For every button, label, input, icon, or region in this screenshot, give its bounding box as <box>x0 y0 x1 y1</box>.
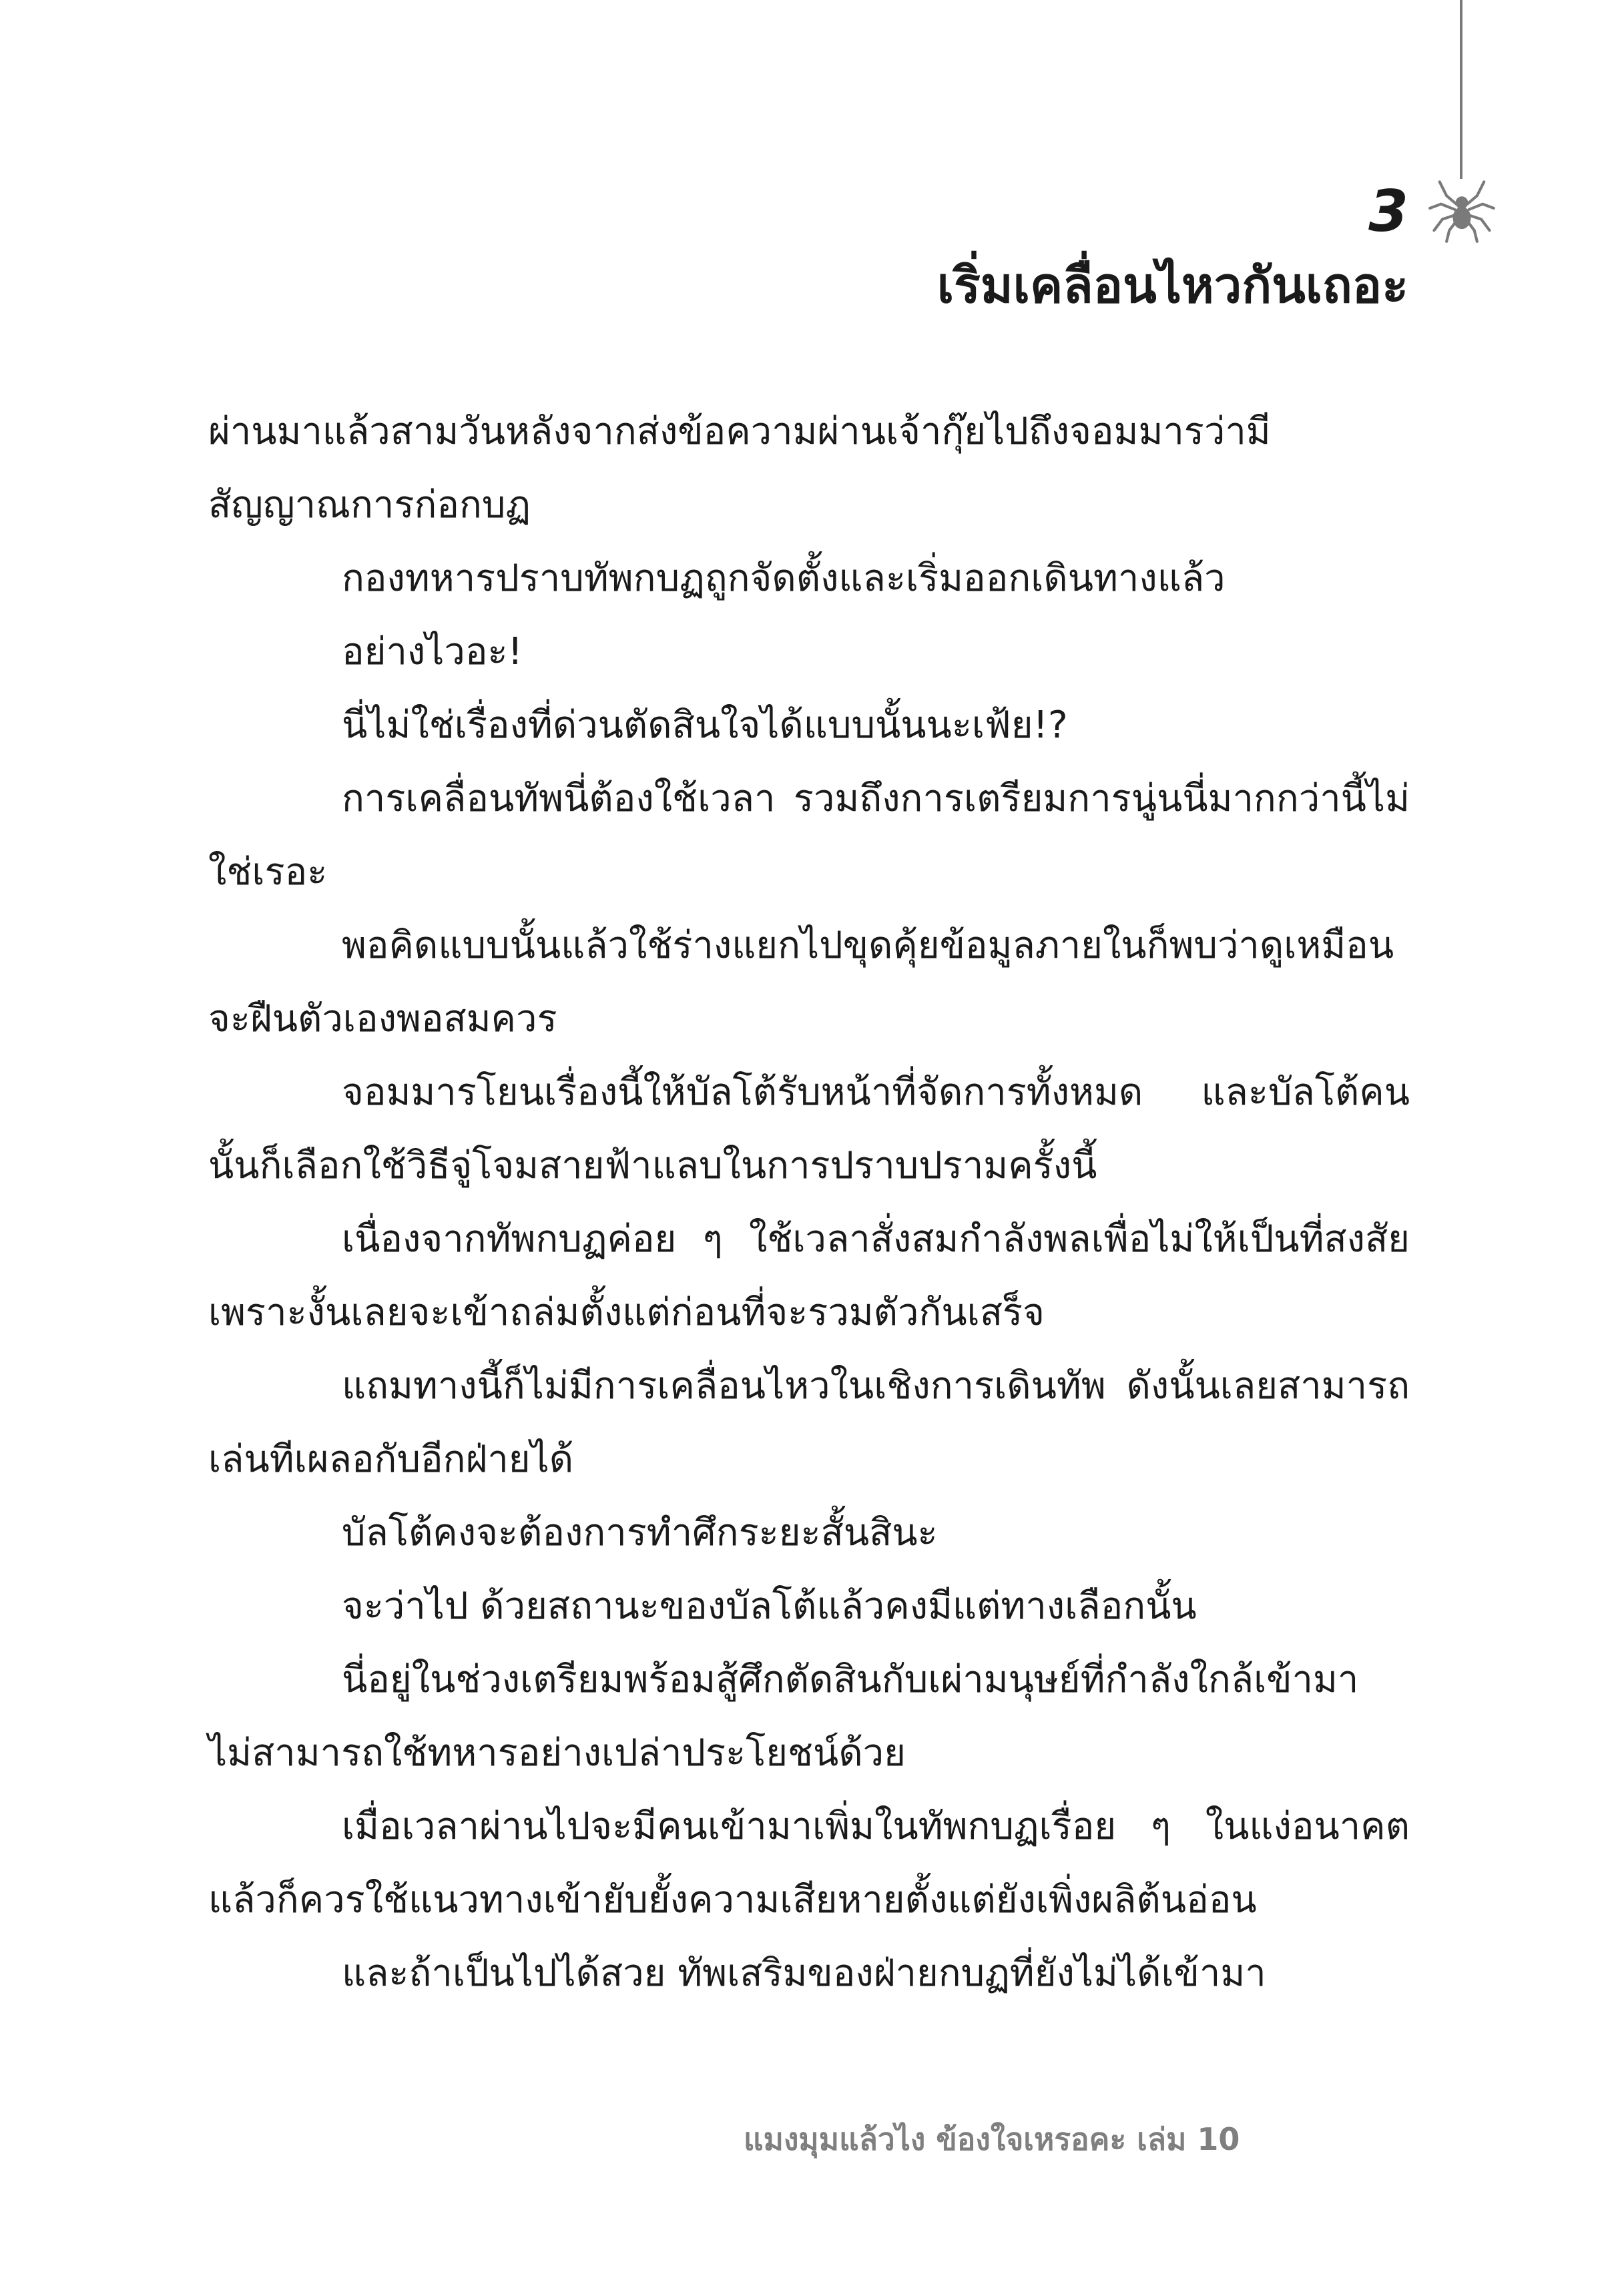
paragraph: นี่ไม่ใช่เรื่องที่ด่วนตัดสินใจได้แบบนั้นนะเฟ้ย!? <box>342 703 1068 747</box>
paragraph: จะว่าไป ด้วยสถานะของบัลโต้แล้วคงมีแต่ทางเลือกนั้น <box>342 1585 1197 1628</box>
paragraph: เนื่องจากทัพกบฏค่อย ๆ ใช้เวลาสั่งสมกำลังพลเพื่อไม่ให้เป็นที่สงสัย เพราะงั้นเลยจะเข้าถล่มตั้งแต่ก่อนที่จะรวมตัวกันเสร็จ <box>208 1217 1410 1334</box>
paragraph: อย่างไวอะ! <box>342 630 523 673</box>
paragraph: เมื่อเวลาผ่านไปจะมีคนเข้ามาเพิ่มในทัพกบฏเรื่อย ๆ ในแง่อนาคตแล้วก็ควรใช้แนวทางเข้ายับยั้งความเสียหายตั้งแต่ยังเพิ่งผลิต้นอ่อน <box>208 1805 1410 1922</box>
paragraph: การเคลื่อนทัพนี่ต้องใช้เวลา รวมถึงการเตรียมการนู่นนี่มากกว่านี้ไม่ใช่เรอะ <box>208 777 1410 894</box>
paragraph: นี่อยู่ในช่วงเตรียมพร้อมสู้ศึกตัดสินกับเผ่ามนุษย์ที่กำลังใกล้เข้ามา ไม่สามารถใช้ทหารอย่างเปล่าประโยชน์ด้วย <box>208 1658 1359 1775</box>
paragraph: แถมทางนี้ก็ไม่มีการเคลื่อนไหวในเชิงการเดินทัพ ดังนั้นเลยสามารถเล่นทีเผลอกับอีกฝ่ายได้ <box>208 1364 1410 1481</box>
paragraph: บัลโต้คงจะต้องการทำศึกระยะสั้นสินะ <box>342 1511 938 1554</box>
running-footer: แมงมุมแล้วไง ข้องใจเหรอคะ เล่ม 10 <box>744 2121 1240 2157</box>
paragraph: และถ้าเป็นไปได้สวย ทัพเสริมของฝ่ายกบฏที่ยังไม่ได้เข้ามา <box>342 1952 1266 1995</box>
paragraph: จอมมารโยนเรื่องนี้ให้บัลโต้รับหน้าที่จัดการทั้งหมด และบัลโต้คนนั้นก็เลือกใช้วิธีจู่โจมสายฟ้าแลบในการปราบปรามครั้งนี้ <box>208 1071 1410 1187</box>
paragraph: กองทหารปราบทัพกบฏถูกจัดตั้งและเริ่มออกเดินทางแล้ว <box>342 557 1226 600</box>
chapter-title: เริ่มเคลื่อนไหวกันเถอะ <box>936 257 1408 314</box>
spider-thread <box>1460 0 1462 179</box>
chapter-number: 3 <box>1368 178 1408 245</box>
paragraph: พอคิดแบบนั้นแล้วใช้ร่างแยกไปขุดคุ้ยข้อมูลภายในก็พบว่าดูเหมือนจะฝืนตัวเองพอสมควร <box>208 924 1394 1041</box>
body-text <box>208 395 1410 2010</box>
paragraph: ผ่านมาแล้วสามวันหลังจากส่งข้อความผ่านเจ้ากุ๊ยไปถึงจอมมารว่ามีสัญญาณการก่อกบฏ <box>208 410 1271 527</box>
spider-icon <box>1427 175 1497 244</box>
